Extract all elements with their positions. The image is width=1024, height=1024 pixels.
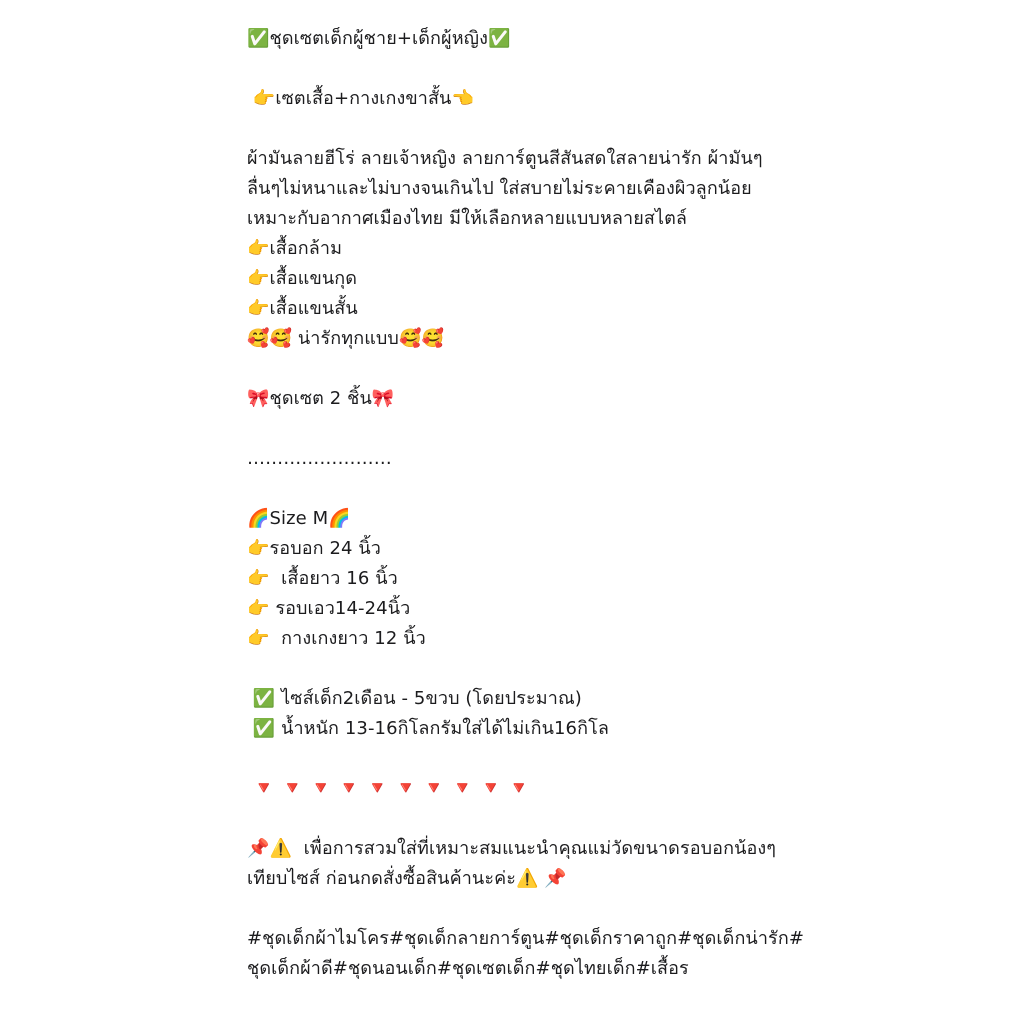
blank-line xyxy=(247,744,807,774)
shirt-type-item: 👉เสื้อกล้าม xyxy=(247,238,343,259)
description-line: เหมาะกับอากาศเมืองไทย มีให้เลือกหลายแบบหลายสไตล์ xyxy=(247,208,688,229)
cute-line: 🥰🥰 น่ารักทุกแบบ🥰🥰 xyxy=(247,328,444,349)
set-label: 🎀ชุดเซต 2 ชิ้น🎀 xyxy=(247,388,395,409)
blank-line xyxy=(247,414,807,444)
note-line: 📌⚠️ เพื่อการสวมใส่ที่เหมาะสมแนะนำคุณแม่วัดขนาดรอบอกน้องๆ xyxy=(247,838,777,859)
post-body xyxy=(247,24,807,979)
age-range: ✅ ไซส์เด็ก2เดือน - 5ขวบ (โดยประมาณ) xyxy=(247,688,582,709)
blank-line xyxy=(247,804,807,834)
hashtags: #ชุดเด็กผ้าไมโคร#ชุดเด็กลายการ์ตูน#ชุดเด็กราคาถูก#ชุดเด็กน่ารัก#ชุดเด็กผ้าดี#ชุดนอนเด็ก#ชุดเซตเด็ก#ชุดไทยเด็ก#เสื้อร xyxy=(247,928,804,979)
blank-line xyxy=(247,114,807,144)
post-subtitle: 👉เซตเสื้อ+กางเกงขาสั้น👈 xyxy=(247,88,474,109)
shirt-type-item: 👉เสื้อแขนสั้น xyxy=(247,298,358,319)
arrow-row: 🔻 🔻 🔻 🔻 🔻 🔻 🔻 🔻 🔻 🔻 xyxy=(247,778,531,799)
divider: …………………… xyxy=(247,448,392,469)
size-title: 🌈Size M🌈 xyxy=(247,508,351,529)
blank-line xyxy=(247,654,807,684)
shirt-type-item: 👉เสื้อแขนกุด xyxy=(247,268,358,289)
size-chest: 👉รอบอก 24 นิ้ว xyxy=(247,538,381,559)
post-title: ✅ชุดเซตเด็กผู้ชาย+เด็กผู้หญิง✅ xyxy=(247,28,511,49)
description-line: ผ้ามันลายฮีโร่ ลายเจ้าหญิง ลายการ์ตูนสีสันสดใสลายน่ารัก ผ้ามันๆ xyxy=(247,148,763,169)
size-waist: 👉 รอบเอว14-24นิ้ว xyxy=(247,598,411,619)
description-line: ลื่นๆไม่หนาและไม่บางจนเกินไป ใส่สบายไม่ระคายเคืองผิวลูกน้อย xyxy=(247,178,752,199)
note-line: เทียบไซส์ ก่อนกดสั่งซื้อสินค้านะค่ะ⚠️ 📌 xyxy=(247,868,567,889)
size-shirt-length: 👉 เสื้อยาว 16 นิ้ว xyxy=(247,568,398,589)
blank-line xyxy=(247,474,807,504)
blank-line xyxy=(247,354,807,384)
weight-range: ✅ น้ำหนัก 13-16กิโลกรัมใส่ได้ไม่เกิน16กิโล xyxy=(247,718,609,739)
blank-line xyxy=(247,54,807,84)
size-pants-length: 👉 กางเกงยาว 12 นิ้ว xyxy=(247,628,426,649)
blank-line xyxy=(247,894,807,924)
